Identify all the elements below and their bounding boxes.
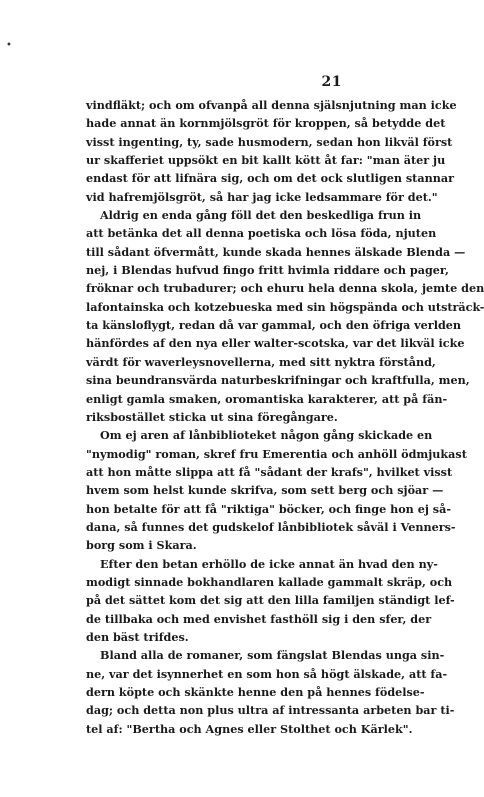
text-line: dana, så funnes det gudskelof lånbibliotek såväl i Venners- (86, 519, 456, 534)
text-line: till sådant öfvermått, kunde skada hennes älskade Blenda — (86, 244, 466, 259)
text-line: den bäst trifdes. (86, 629, 189, 644)
text-line: endast för att lifnära sig, och om det ock slutligen stannar (86, 171, 454, 186)
text-line: borg som i Skara. (86, 538, 197, 553)
text-line: Bland alla de romaner, som fängslat Blendas unga sin- (100, 648, 445, 663)
text-line: visst ingenting, ty, sade husmodern, sedan hon likväl först (86, 134, 453, 149)
text-line: "nymodig" roman, skref fru Emerentia och anhöll ödmjukast (86, 446, 467, 461)
text-line: att hon måtte slippa att få "sådant der krafs", hvilket visst (86, 464, 453, 479)
text-line: hade annat än kornmjölsgröt för kroppen, så betydde det (86, 116, 446, 131)
text-line: Aldrig en enda gång föll det den beskedliga frun in (100, 208, 422, 223)
text-line: de tillbaka och med envishet fasthöll sig i den sfer, der (86, 611, 432, 626)
page-number: 21 (321, 74, 342, 90)
text-line: vid hafremjölsgröt, så har jag icke ledsammare för det." (86, 189, 438, 204)
text-line: Efter den betan erhöllo de icke annat än hvad den ny- (100, 556, 438, 571)
text-line: dag; och detta non plus ultra af intressanta arbeten bar ti- (86, 703, 455, 718)
text-line: sina beundransvärda naturbeskrifningar och kraftfulla, men, (86, 373, 470, 388)
text-line: nej, i Blendas hufvud fingo fritt hvimla riddare och pager, (86, 263, 449, 278)
text-line: Om ej aren af lånbiblioteket någon gång skickade en (100, 428, 433, 443)
text-line: fröknar och trubadurer; och ehuru hela denna skola, jemte den (86, 281, 484, 296)
text-line: hon betalte för att få "riktiga" böcker, och finge hon ej så- (86, 501, 451, 516)
body-text (86, 96, 484, 738)
text-line: hänfördes af den nya eller walter-scotska, var det likväl icke (86, 336, 465, 351)
text-line: enligt gamla smaken, oromantiska karakterer, att på fän- (86, 391, 448, 406)
text-line: på det sättet kom det sig att den lilla familjen ständigt lef- (86, 593, 455, 608)
text-line: ne, var det isynnerhet en som hon så högt älskade, att fa- (86, 666, 448, 681)
text-line: lafontainska och kotzebueska med sin högspända och utsträck- (86, 299, 484, 314)
text-line: ta känsloflygt, redan då var gammal, och den öfriga verlden (86, 318, 462, 333)
text-line: hvem som helst kunde skrifva, som sett berg och sjöar — (86, 483, 444, 498)
text-line: ur skafferiet uppsökt en bit kallt kött åt far: "man äter ju (86, 153, 446, 168)
text-line: vindfläkt; och om ofvanpå all denna själsnjutning man icke (86, 98, 457, 112)
text-line: modigt sinnade bokhandlaren kallade gammalt skräp, och (86, 574, 453, 589)
text-line: att betänka det all denna poetiska och lösa föda, njuten (86, 226, 437, 241)
text-line: värdt för waverleysnovellerna, med sitt nyktra förstånd, (86, 354, 436, 369)
text-line: dern köpte och skänkte henne den på hennes födelse- (86, 685, 425, 699)
page-speck: • (6, 40, 12, 51)
text-line: riksbostället sticka ut sina föregångare. (86, 409, 338, 424)
text-line: tel af: "Bertha och Agnes eller Stolthet och Kärlek". (86, 721, 413, 736)
